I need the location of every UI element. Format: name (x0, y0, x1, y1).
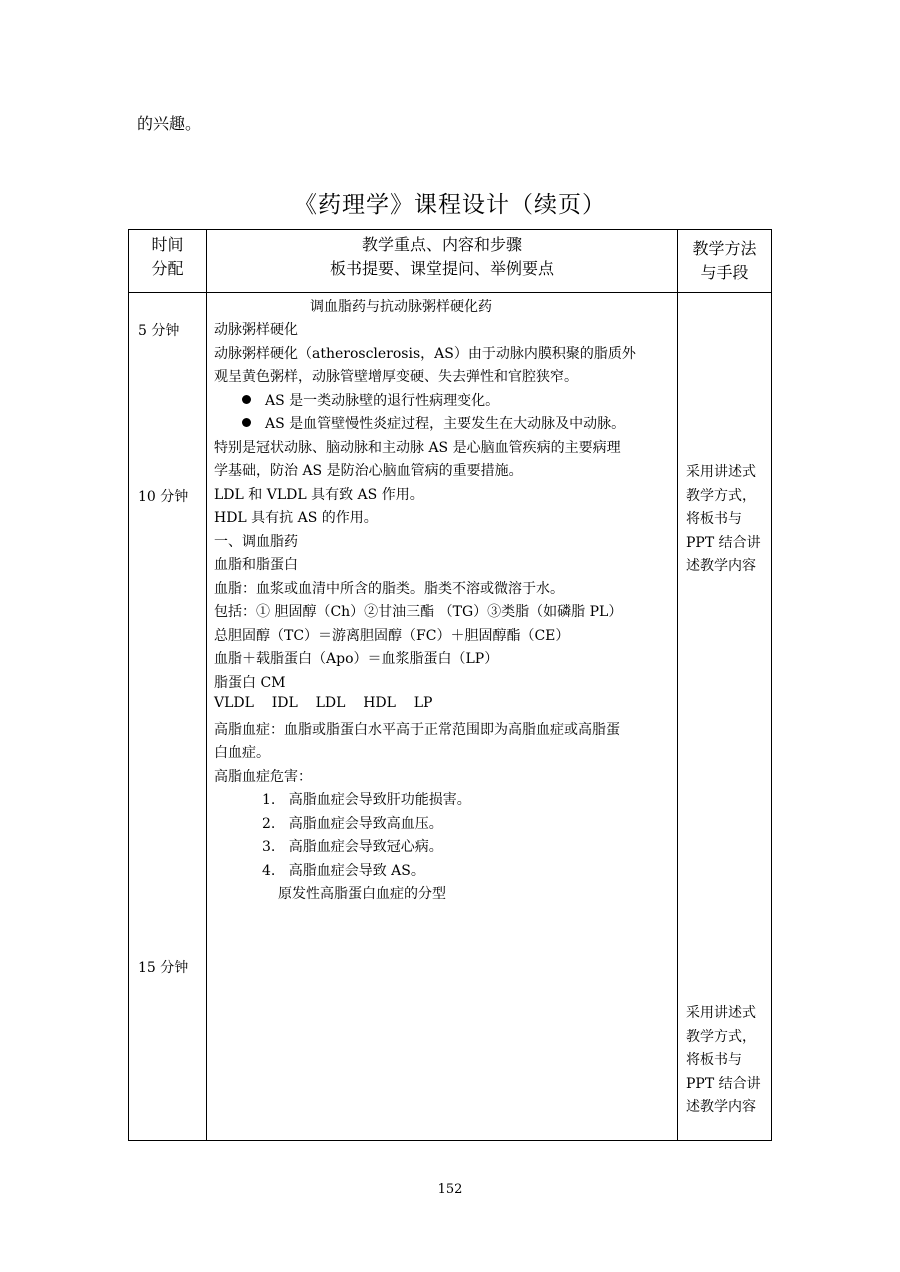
content-line: 学基础，防治 AS 是防治心脑血管病的重要措施。 (214, 463, 523, 479)
header-content-line: 板书提要、课堂提问、举例要点 (329, 259, 554, 278)
method-line: 述教学内容 (686, 1099, 756, 1115)
content-line: 血脂＋载脂蛋白（Apo）＝血浆脂蛋白（LP） (214, 651, 499, 667)
method-line: 将板书与 (686, 511, 742, 527)
content-line: 高脂血症：血脂或脂蛋白水平高于正常范围即为高脂血症或高脂蛋 (214, 722, 620, 738)
method-line: PPT 结合讲 (686, 1075, 761, 1092)
header-time-line: 时间 (151, 235, 184, 254)
content-line: 高脂血症危害： (214, 769, 312, 785)
column-divider (206, 230, 207, 1140)
content-line: 一、调血脂药 (214, 534, 298, 550)
method-line: 述教学内容 (686, 558, 756, 574)
teaching-method (686, 461, 770, 579)
header-content (207, 233, 677, 281)
content-line: 血脂和脂蛋白 (214, 557, 298, 573)
carryover-text: 的兴趣。 (137, 114, 202, 133)
header-divider (129, 292, 771, 293)
method-line: 教学方式， (686, 1028, 756, 1045)
header-method-line: 与手段 (700, 263, 749, 282)
content-line: 脂蛋白 CM (214, 675, 286, 691)
content-line: 特别是冠状动脉、脑动脉和主动脉 AS 是心脑血管疾病的主要病理 (214, 440, 621, 456)
page-number: 152 (437, 1182, 463, 1197)
header-time-line: 分配 (151, 259, 184, 278)
header-content-line: 教学重点、内容和步骤 (361, 235, 522, 254)
content-line: 动脉粥样硬化（atherosclerosis，AS）由于动脉内膜积聚的脂质外 (214, 346, 636, 362)
bullet-icon (242, 395, 251, 404)
content-line: 血脂：血浆或血清中所含的脂类。脂类不溶或微溶于水。 (214, 581, 564, 597)
bullet-text: AS 是血管壁慢性炎症过程，主要发生在大动脉及中动脉。 (265, 416, 626, 432)
numbered-item: 3. 高脂血症会导致冠心病。 (262, 839, 443, 855)
content-line: 动脉粥样硬化 (214, 322, 298, 338)
method-line: PPT 结合讲 (686, 534, 761, 551)
method-line: 采用讲述式 (686, 464, 756, 480)
teaching-method (686, 1002, 770, 1120)
time-allocation: 5 分钟 (138, 323, 180, 339)
content-heading: 调血脂药与抗动脉粥样硬化药 (310, 299, 492, 315)
content-line: 总胆固醇（TC）＝游离胆固醇（FC）＋胆固醇酯（CE） (214, 628, 570, 644)
numbered-item: 2. 高脂血症会导致高血压。 (262, 816, 443, 832)
header-method (678, 237, 771, 285)
content-line: 原发性高脂蛋白血症的分型 (278, 886, 446, 902)
bullet-icon (242, 418, 251, 427)
bullet-item (242, 413, 625, 433)
header-method-line: 教学方法 (692, 239, 757, 258)
content-line: VLDL IDL LDL HDL LP (214, 695, 433, 711)
method-line: 将板书与 (686, 1052, 742, 1068)
content-line: 白血症。 (214, 745, 270, 761)
column-divider (677, 230, 678, 1140)
content-line: 观呈黄色粥样，动脉管壁增厚变硬、失去弹性和官腔狭窄。 (214, 369, 578, 385)
content-line: HDL 具有抗 AS 的作用。 (214, 510, 378, 526)
numbered-item: 4. 高脂血症会导致 AS。 (262, 863, 425, 879)
bullet-text: AS 是一类动脉壁的退行性病理变化。 (265, 393, 500, 409)
method-line: 采用讲述式 (686, 1005, 756, 1021)
course-design-table (128, 229, 772, 1141)
header-time (129, 233, 206, 281)
method-line: 教学方式， (686, 487, 756, 504)
time-allocation: 10 分钟 (138, 489, 189, 505)
time-allocation: 15 分钟 (138, 960, 189, 976)
page-title: 《药理学》课程设计（续页） (294, 192, 606, 218)
bullet-item (242, 390, 499, 410)
content-line: LDL 和 VLDL 具有致 AS 作用。 (214, 487, 424, 503)
numbered-item: 1. 高脂血症会导致肝功能损害。 (262, 792, 471, 808)
content-line: 包括：① 胆固醇（Ch）②甘油三酯 （TG）③类脂（如磷脂 PL） (214, 604, 623, 620)
